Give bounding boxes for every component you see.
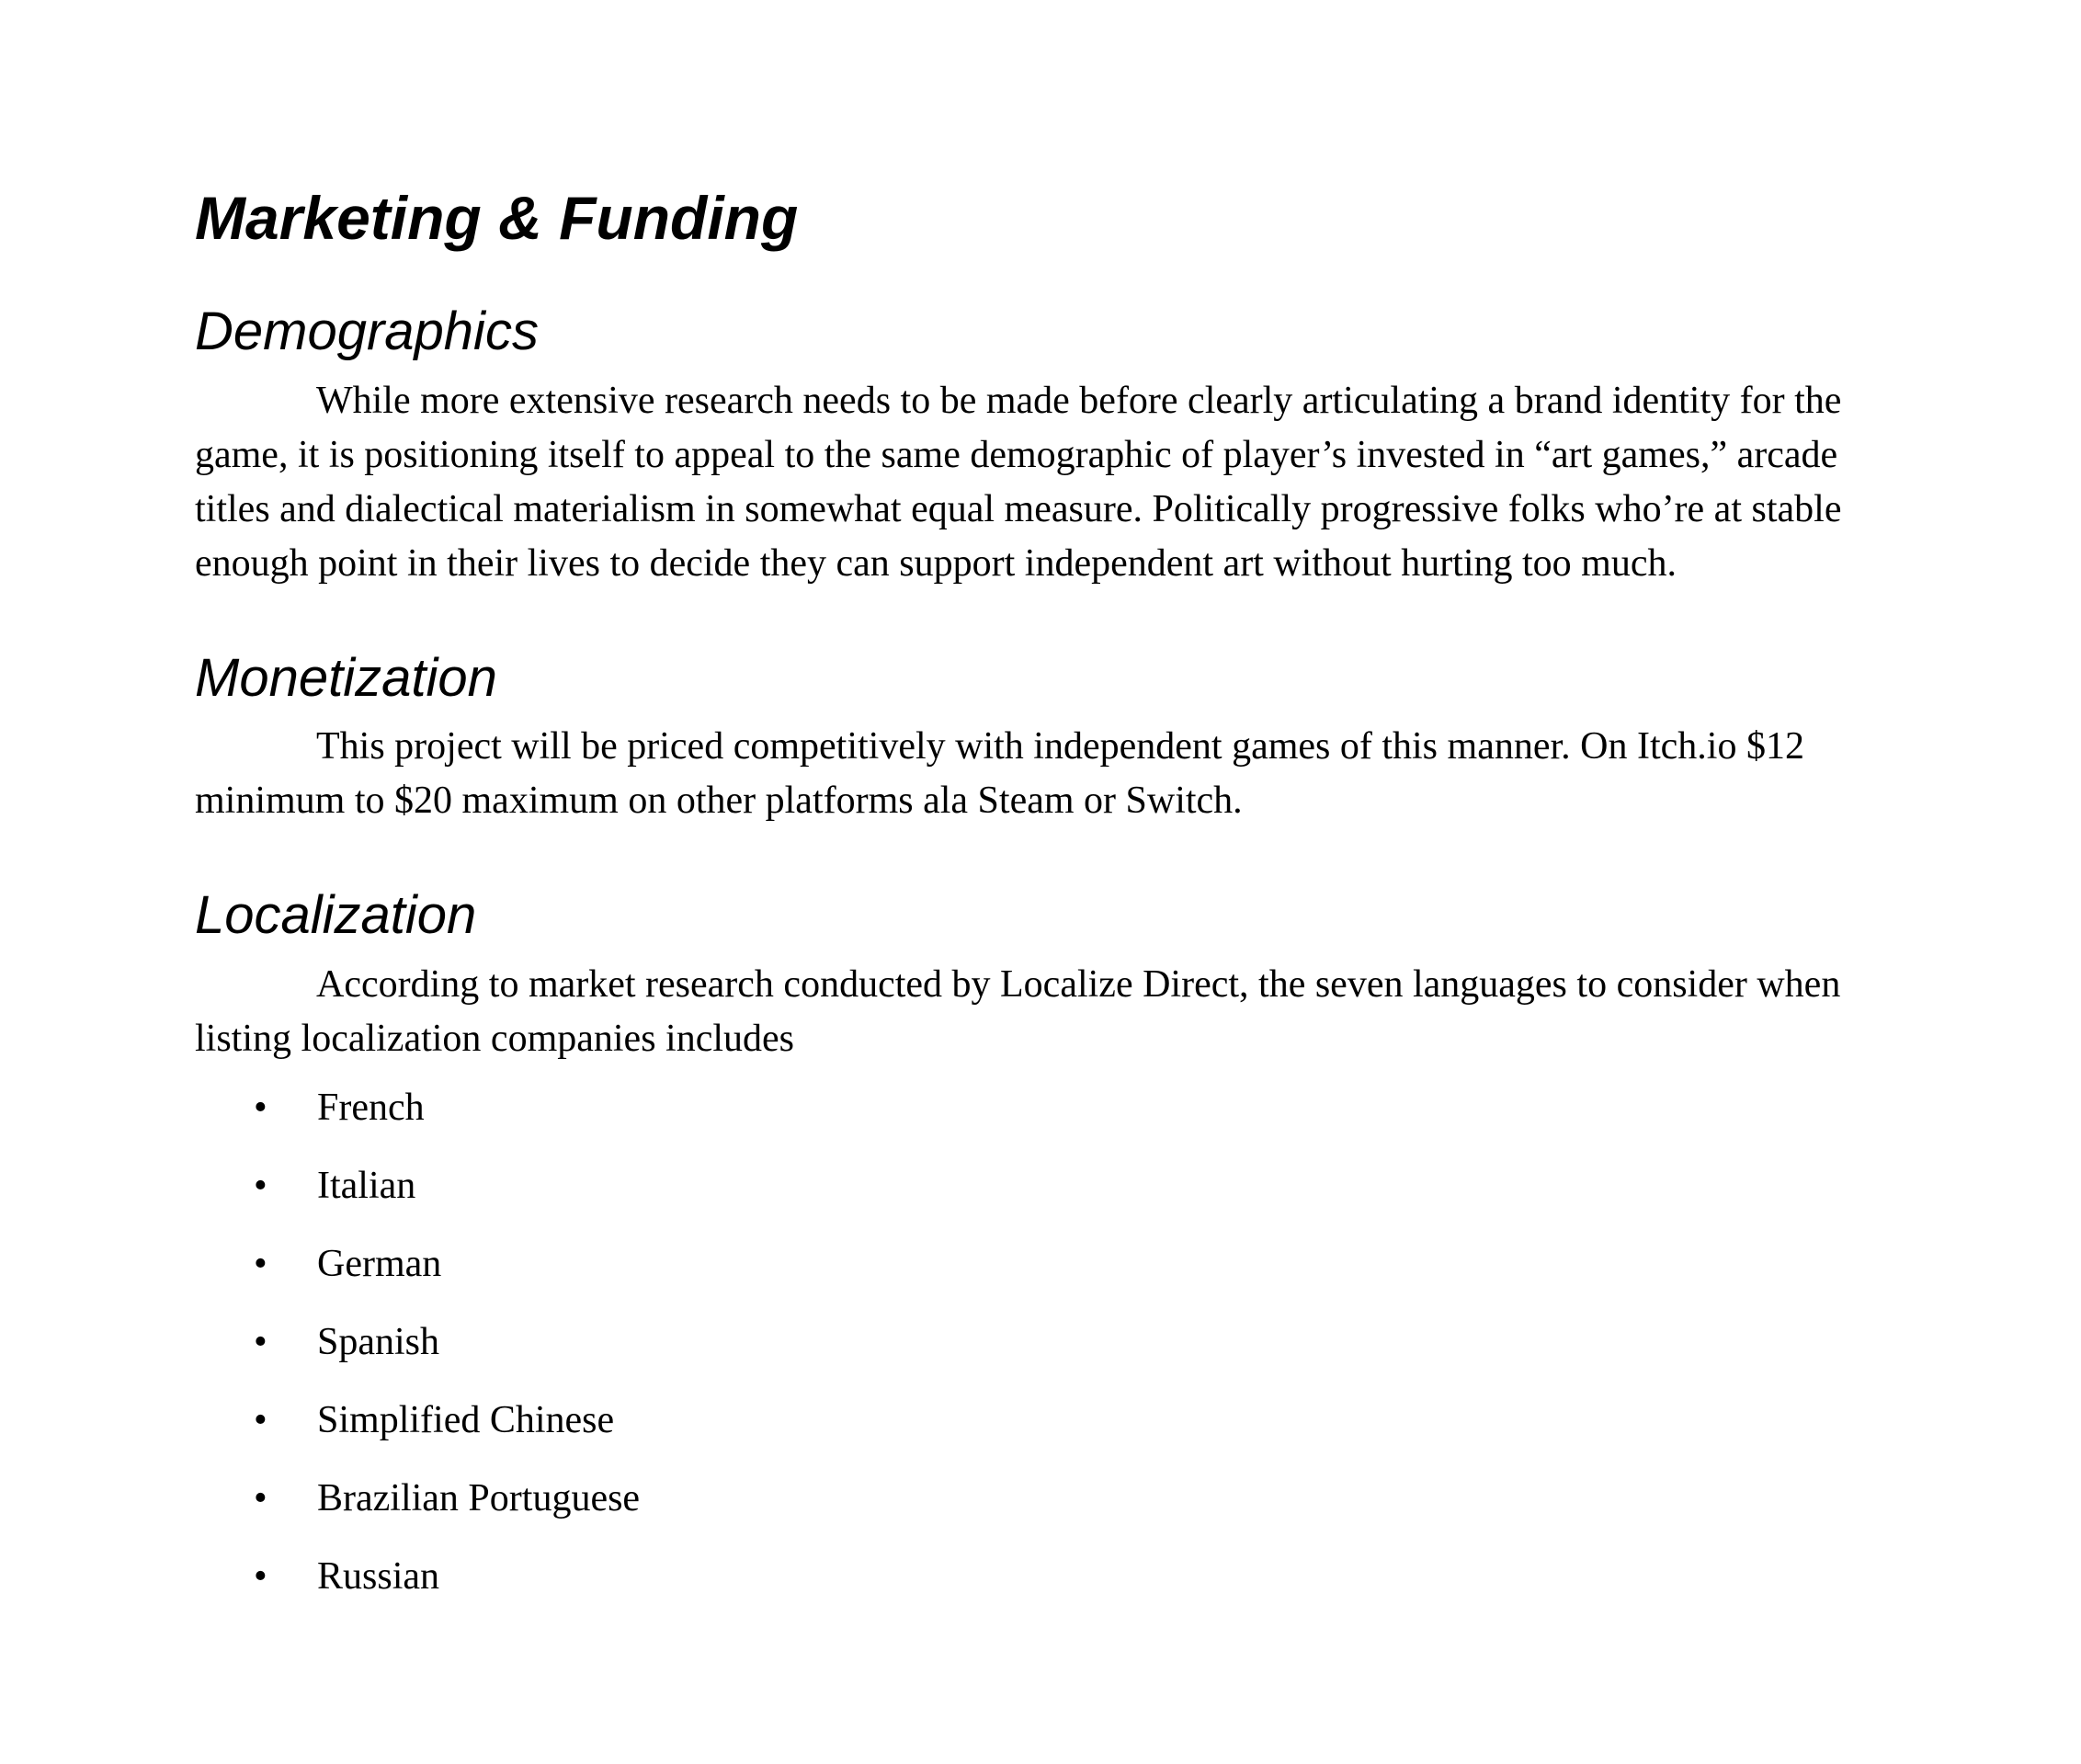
bullet-icon: • <box>254 1476 267 1519</box>
list-item <box>195 1237 1905 1315</box>
bullet-icon: • <box>254 1242 267 1285</box>
list-item <box>195 1081 1905 1159</box>
list-item <box>195 1550 1905 1628</box>
section-spacer <box>195 828 1905 885</box>
list-item <box>195 1159 1905 1237</box>
bullet-icon: • <box>254 1554 267 1598</box>
document-content <box>195 184 1905 1628</box>
language-label: French <box>317 1086 425 1129</box>
language-label: Simplified Chinese <box>317 1398 615 1441</box>
bullet-icon: • <box>254 1164 267 1207</box>
section-heading-localization: Localization <box>195 885 477 946</box>
language-label: Spanish <box>317 1320 440 1363</box>
bullet-icon: • <box>254 1086 267 1129</box>
list-item <box>195 1472 1905 1550</box>
page-title: Marketing & Funding <box>195 184 799 252</box>
language-label: Russian <box>317 1554 440 1598</box>
language-label: German <box>317 1242 442 1285</box>
list-item <box>195 1394 1905 1472</box>
monetization-paragraph: This project will be priced competitively with independent games of this manner. On Itch.io $12 minimum to $20 maximum on other platforms ala Steam or Switch. <box>195 725 1804 823</box>
language-label: Brazilian Portuguese <box>317 1476 641 1519</box>
demographics-paragraph: While more extensive research needs to be made before clearly articulating a brand identity for the game, it is positioning itself to appeal to the same demographic of player’s invested in “art games,” arcade titles and dialectical materialism in somewhat equal measure. Politically progressive folks who’re at stable enough point in their lives to decide they can support independent art without hurting too much. <box>195 379 1842 585</box>
section-heading-demographics: Demographics <box>195 301 539 361</box>
language-label: Italian <box>317 1164 416 1207</box>
list-item <box>195 1315 1905 1394</box>
section-heading-monetization: Monetization <box>195 647 497 708</box>
bullet-icon: • <box>254 1320 267 1363</box>
languages-list <box>195 1081 1905 1628</box>
localization-paragraph: According to market research conducted by Localize Direct, the seven languages to consider when listing localization companies includes <box>195 962 1841 1060</box>
section-spacer <box>195 591 1905 648</box>
bullet-icon: • <box>254 1398 267 1441</box>
